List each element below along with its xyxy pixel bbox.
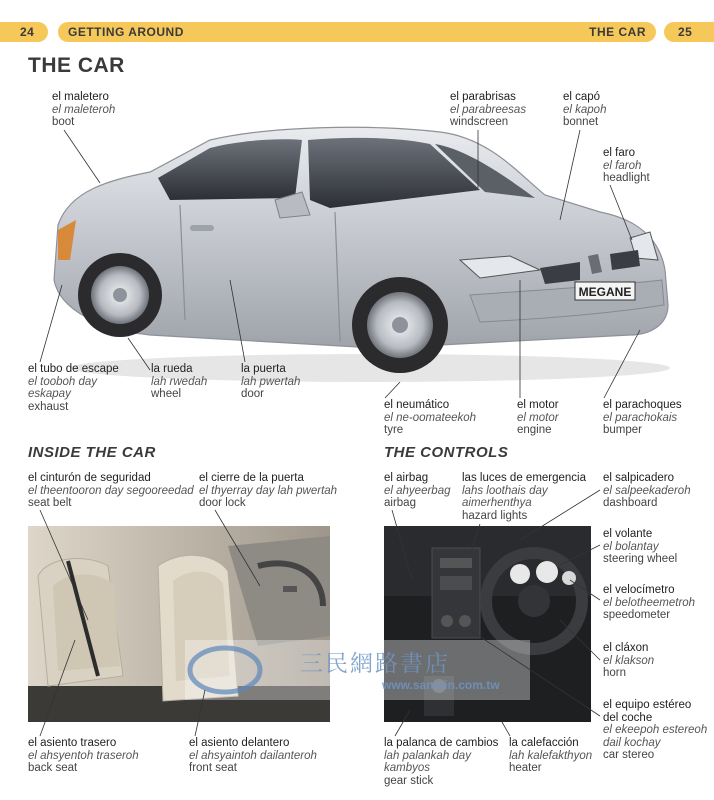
leader-boot [64, 130, 100, 183]
leader-bumper [604, 330, 640, 398]
watermark-url: www.sanmin.com.tw [382, 678, 500, 692]
label-bonnet: el capó el kapoh bonnet [563, 91, 607, 128]
label-speedometer: el velocímetro el belotheemetroh speedometer [603, 584, 696, 621]
leader-bonnet [560, 130, 580, 220]
label-bumper: el parachoques el parachokais bumper [603, 399, 682, 436]
leader-heater [502, 722, 510, 736]
label-airbag: el airbag el ahyeerbag airbag [384, 472, 451, 509]
label-frontseat: el asiento delantero el ahsyaintoh dailanteroh front seat [189, 737, 317, 774]
leader-steering [560, 545, 600, 565]
leader-doorlock [215, 510, 260, 586]
label-engine: el motor el motor engine [517, 399, 559, 436]
chapter-title-header: THE CAR [589, 25, 646, 39]
label-wheel: la rueda lah rwedah wheel [151, 363, 208, 400]
leader-backseat [40, 640, 75, 736]
label-heater: la calefacción lah kalefakthyon heater [509, 737, 593, 774]
page-number-left: 24 [20, 25, 35, 39]
leader-door [230, 280, 245, 362]
label-headlight: el faro el faroh headlight [603, 147, 650, 184]
page-title: THE CAR [28, 54, 125, 77]
car-badge: MEGANE [578, 285, 632, 299]
label-car-stereo: el equipo estéreo del coche el ekeepoh estereoh dail kochay car stereo [603, 699, 708, 761]
leader-seatbelt [40, 510, 88, 620]
label-gear-stick: la palanca de cambios lah palankah day kambyos gear stick [384, 737, 499, 787]
section-title-header: GETTING AROUND [68, 25, 184, 39]
leader-airbag [392, 510, 412, 580]
label-boot: el maletero el maleteroh boot [52, 91, 116, 128]
leader-dashboard [520, 490, 600, 540]
leader-tyre [385, 382, 400, 398]
label-seatbelt: el cinturón de seguridad el theentooron day segooreedad seat belt [28, 472, 194, 509]
leader-horn [560, 620, 600, 660]
label-door: la puerta lah pwertah door [241, 363, 301, 400]
leader-stereo [470, 630, 600, 716]
leader-wheel [128, 338, 150, 370]
page-number-right: 25 [678, 25, 693, 39]
label-hazard-lights: las luces de emergencia lahs loothais day aimerhenthya hazard lights [462, 472, 587, 522]
leader-gearstick [395, 710, 410, 736]
leader-speedometer [570, 580, 600, 600]
label-steering-wheel: el volante el bolantay steering wheel [603, 528, 678, 565]
leader-headlight [610, 185, 632, 240]
leader-exhaust [40, 285, 62, 362]
label-windscreen: el parabrisas el parabreesas windscreen [450, 91, 527, 128]
label-backseat: el asiento trasero el ahsyentoh traseroh back seat [28, 737, 139, 774]
controls-section-title: THE CONTROLS [384, 444, 509, 461]
leader-frontseat [195, 690, 205, 736]
label-tyre: el neumático el ne-oomateekoh tyre [384, 399, 477, 436]
label-doorlock: el cierre de la puerta el thyerray day lah pwertah door lock [199, 472, 338, 509]
label-dashboard: el salpicadero el salpeekaderoh dashboard [603, 472, 691, 509]
leader-hazard [470, 524, 480, 555]
label-exhaust: el tubo de escape el tooboh day eskapay exhaust [28, 363, 119, 413]
label-horn: el cláxon el klakson horn [603, 642, 655, 679]
watermark-chinese: 三民網路書店 [300, 651, 450, 677]
inside-section-title: INSIDE THE CAR [28, 444, 156, 461]
